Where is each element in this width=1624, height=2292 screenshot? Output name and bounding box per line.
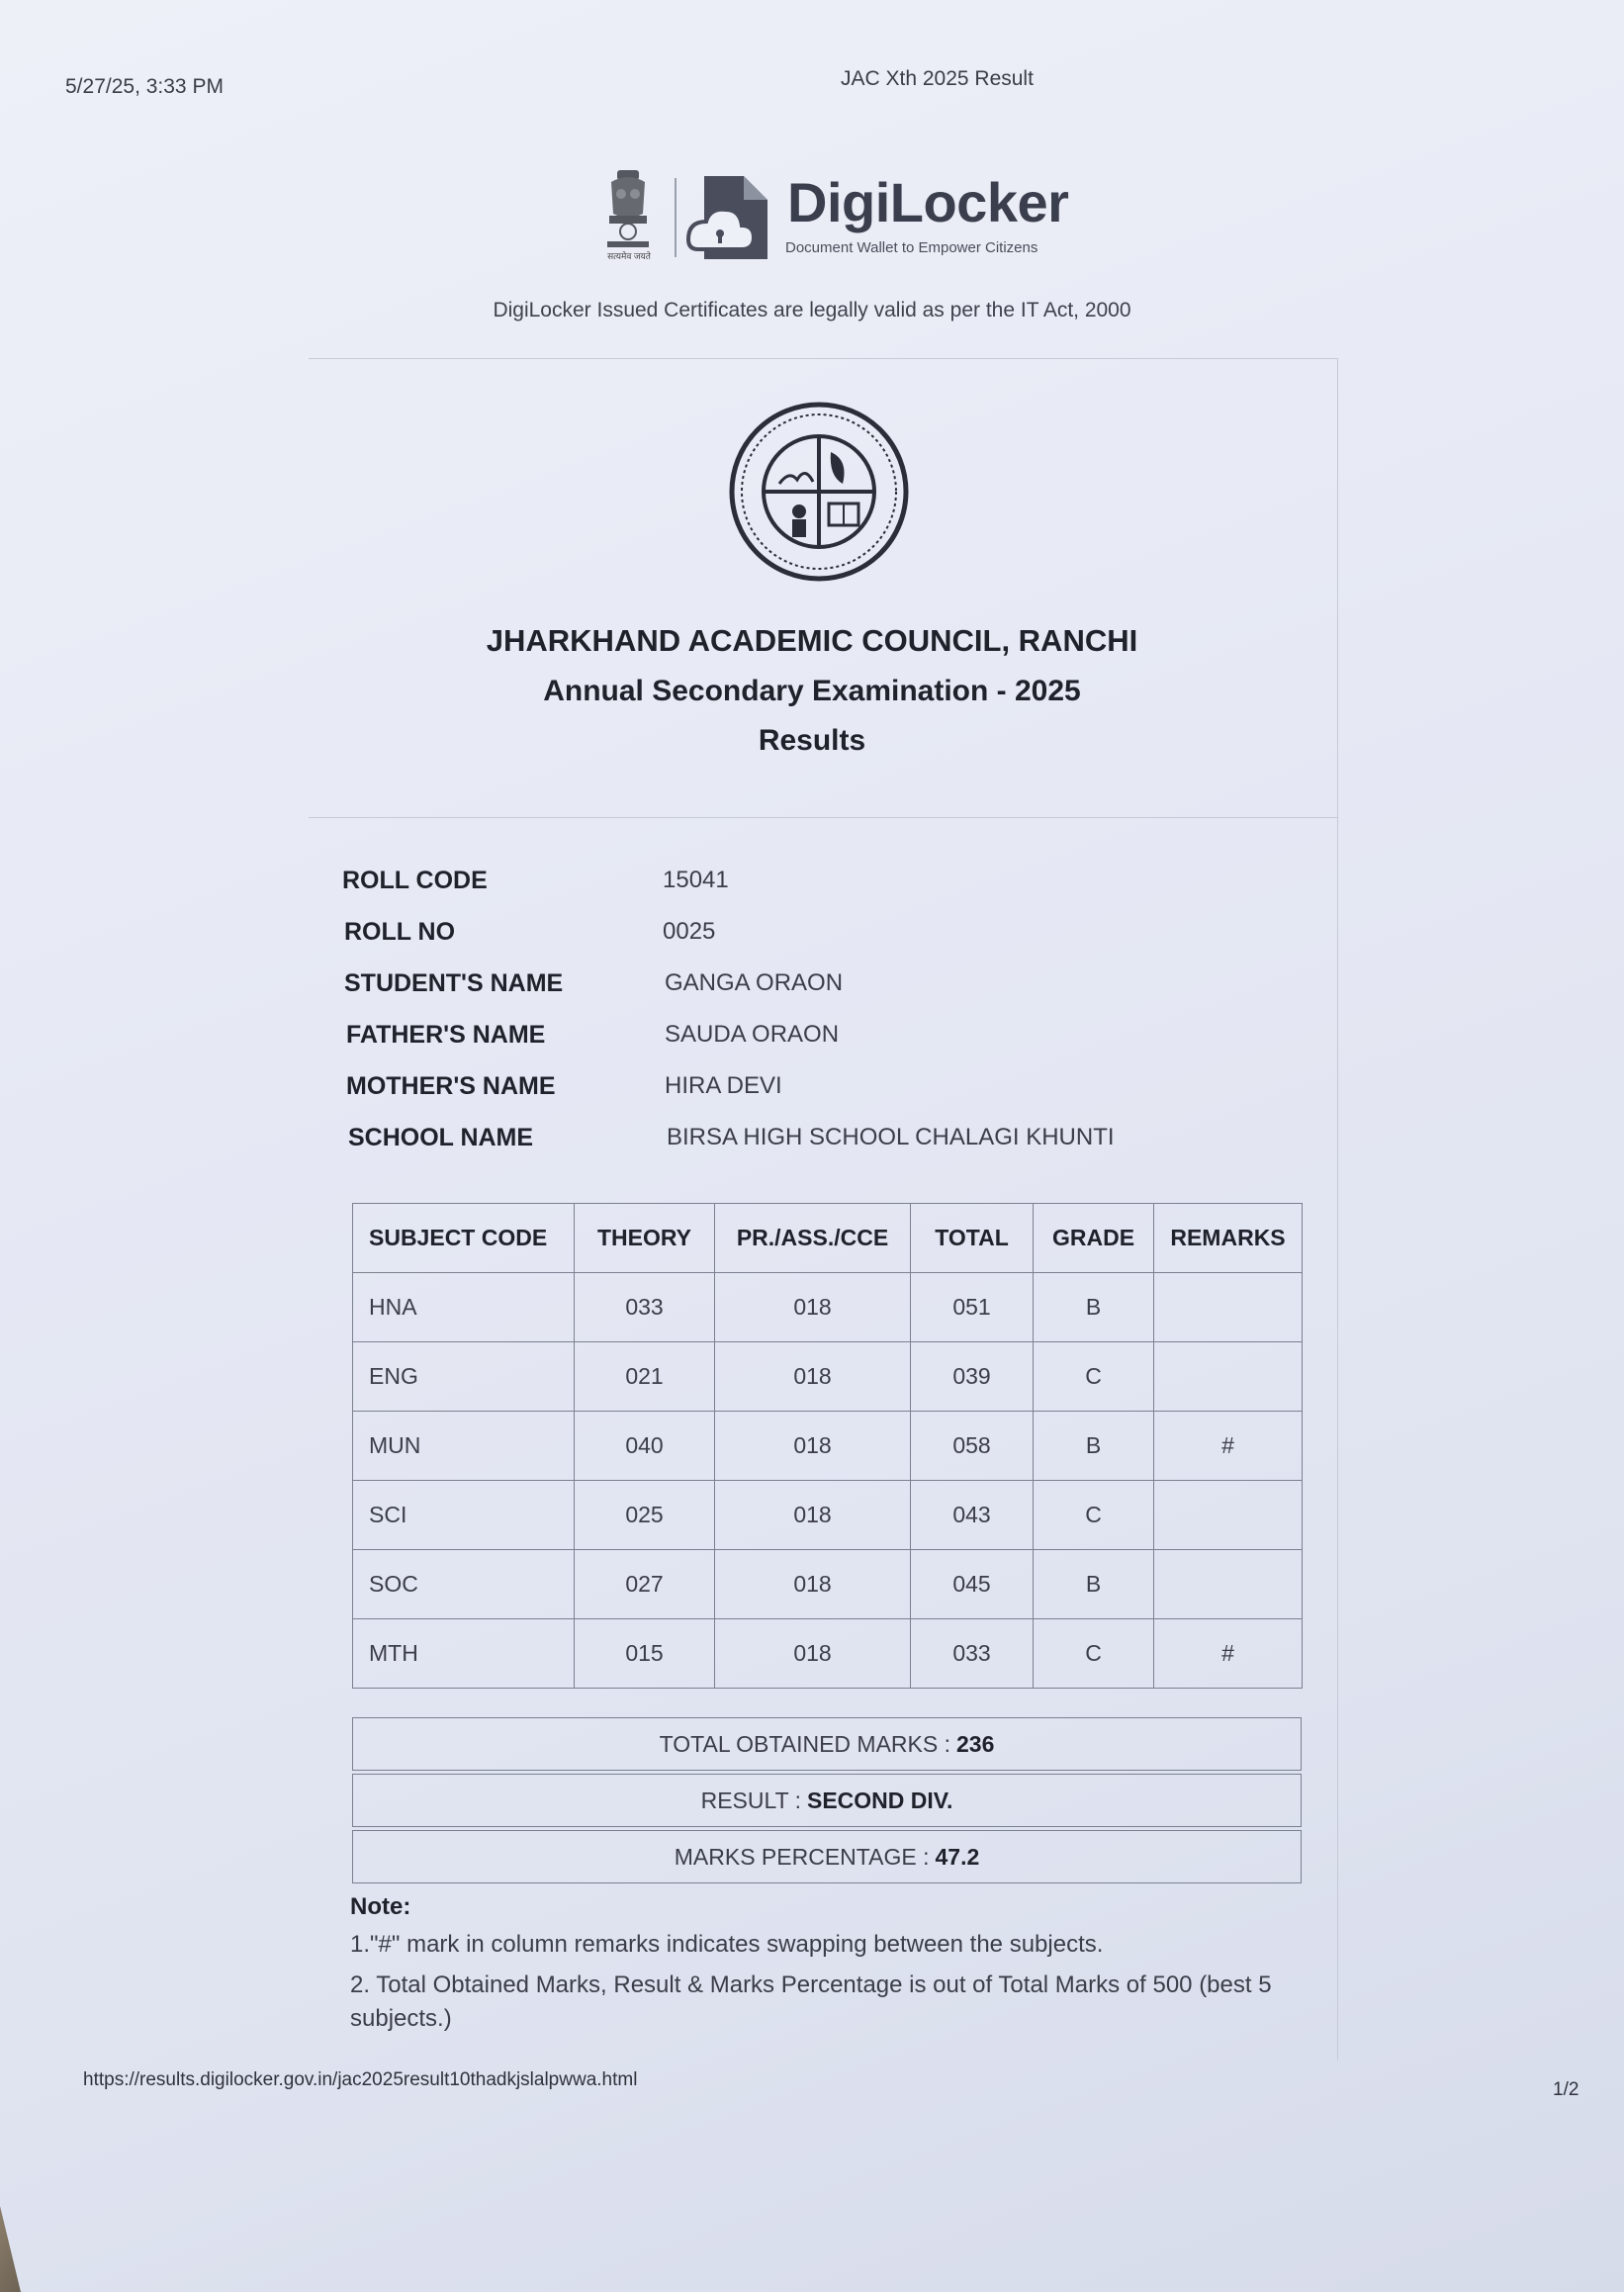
- theory-cell: 021: [575, 1342, 715, 1412]
- print-datetime: 5/27/25, 3:33 PM: [65, 75, 224, 98]
- subject-code-cell: ENG: [353, 1342, 575, 1412]
- total-cell: 043: [911, 1481, 1034, 1550]
- total-marks-box: [352, 1717, 1302, 1771]
- digilocker-logo: [593, 158, 1069, 277]
- detail-label: MOTHER'S NAME: [346, 1072, 556, 1100]
- total-marks-value: 236: [956, 1730, 995, 1757]
- emblem-caption: सत्यमेव जयते: [607, 251, 651, 261]
- result-summary: [352, 1717, 1302, 1886]
- practical-cell: 018: [715, 1342, 911, 1412]
- percentage-box: [352, 1830, 1302, 1883]
- detail-row-roll-no: [342, 918, 1232, 958]
- practical-cell: 018: [715, 1412, 911, 1481]
- total-cell: 033: [911, 1619, 1034, 1689]
- practical-cell: 018: [715, 1619, 911, 1689]
- table-row: [353, 1342, 1303, 1412]
- digilocker-tagline: Document Wallet to Empower Citizens: [785, 239, 1038, 256]
- detail-label: FATHER'S NAME: [346, 1021, 546, 1049]
- page-number: 1/2: [1553, 2079, 1579, 2100]
- total-cell: 051: [911, 1273, 1034, 1342]
- theory-cell: 025: [575, 1481, 715, 1550]
- theory-cell: 033: [575, 1273, 715, 1342]
- detail-label: ROLL NO: [344, 918, 456, 946]
- grade-cell: C: [1034, 1481, 1154, 1550]
- grade-cell: B: [1034, 1550, 1154, 1619]
- subject-code-cell: SCI: [353, 1481, 575, 1550]
- detail-label: STUDENT'S NAME: [344, 969, 564, 997]
- theory-cell: 040: [575, 1412, 715, 1481]
- digilocker-cloud-icon: [684, 170, 773, 265]
- column-header: GRADE: [1034, 1204, 1154, 1273]
- column-header: REMARKS: [1154, 1204, 1303, 1273]
- detail-value: 0025: [663, 918, 716, 945]
- detail-row-school-name: [342, 1124, 1232, 1163]
- remarks-cell: [1154, 1481, 1303, 1550]
- results-heading: Results: [758, 724, 866, 757]
- table-row: [353, 1550, 1303, 1619]
- total-cell: 058: [911, 1412, 1034, 1481]
- column-header: THEORY: [575, 1204, 715, 1273]
- theory-cell: 015: [575, 1619, 715, 1689]
- detail-row-student-name: [342, 969, 1232, 1009]
- council-name: JHARKHAND ACADEMIC COUNCIL, RANCHI: [486, 623, 1138, 658]
- subject-code-cell: HNA: [353, 1273, 575, 1342]
- detail-label: ROLL CODE: [342, 867, 488, 894]
- detail-row-roll-code: [342, 867, 1232, 906]
- remarks-cell: [1154, 1342, 1303, 1412]
- exam-title: Annual Secondary Examination - 2025: [543, 675, 1081, 707]
- practical-cell: 018: [715, 1481, 911, 1550]
- section-divider: [309, 817, 1337, 818]
- footer-url: https://results.digilocker.gov.in/jac2025result10thadkjslalpwwa.html: [83, 2069, 638, 2090]
- total-cell: 045: [911, 1550, 1034, 1619]
- total-marks-label: TOTAL OBTAINED MARKS :: [659, 1730, 950, 1757]
- note-heading: Note:: [350, 1893, 411, 1920]
- detail-label: SCHOOL NAME: [348, 1124, 534, 1151]
- marks-table-header: [353, 1204, 1303, 1273]
- council-seal-icon: [728, 401, 910, 583]
- detail-row-father-name: [342, 1021, 1232, 1060]
- grade-cell: C: [1034, 1342, 1154, 1412]
- print-title: JAC Xth 2025 Result: [841, 67, 1034, 90]
- result-value: SECOND DIV.: [806, 1787, 953, 1813]
- remarks-cell: [1154, 1550, 1303, 1619]
- table-row: [353, 1412, 1303, 1481]
- logo-divider: [675, 178, 677, 257]
- grade-cell: B: [1034, 1273, 1154, 1342]
- practical-cell: 018: [715, 1550, 911, 1619]
- digilocker-brand: DigiLocker: [787, 171, 1069, 233]
- detail-value: SAUDA ORAON: [665, 1021, 840, 1048]
- table-row: [353, 1481, 1303, 1550]
- detail-value: BIRSA HIGH SCHOOL CHALAGI KHUNTI: [667, 1124, 1115, 1150]
- note-item: 2. Total Obtained Marks, Result & Marks Percentage is out of Total Marks of 500 (best 5 subjects.): [350, 1971, 1272, 2032]
- remarks-cell: #: [1154, 1412, 1303, 1481]
- result-box: [352, 1774, 1302, 1827]
- note-item: 1."#" mark in column remarks indicates swapping between the subjects.: [350, 1931, 1104, 1958]
- table-row: [353, 1273, 1303, 1342]
- detail-value: 15041: [663, 867, 729, 893]
- subject-code-cell: MUN: [353, 1412, 575, 1481]
- column-header: TOTAL: [911, 1204, 1034, 1273]
- grade-cell: B: [1034, 1412, 1154, 1481]
- table-row: [353, 1619, 1303, 1689]
- remarks-cell: [1154, 1273, 1303, 1342]
- column-header: SUBJECT CODE: [353, 1204, 575, 1273]
- theory-cell: 027: [575, 1550, 715, 1619]
- detail-value: GANGA ORAON: [665, 969, 844, 996]
- marks-table: [352, 1203, 1303, 1689]
- column-header: PR./ASS./CCE: [715, 1204, 911, 1273]
- detail-value: HIRA DEVI: [665, 1072, 782, 1099]
- subject-code-cell: MTH: [353, 1619, 575, 1689]
- practical-cell: 018: [715, 1273, 911, 1342]
- percentage-value: 47.2: [935, 1843, 980, 1870]
- detail-row-mother-name: [342, 1072, 1232, 1112]
- subject-code-cell: SOC: [353, 1550, 575, 1619]
- grade-cell: C: [1034, 1619, 1154, 1689]
- total-cell: 039: [911, 1342, 1034, 1412]
- percentage-label: MARKS PERCENTAGE :: [674, 1843, 930, 1870]
- legal-notice: DigiLocker Issued Certificates are legally valid as per the IT Act, 2000: [493, 299, 1131, 321]
- remarks-cell: #: [1154, 1619, 1303, 1689]
- result-label: RESULT :: [700, 1787, 801, 1813]
